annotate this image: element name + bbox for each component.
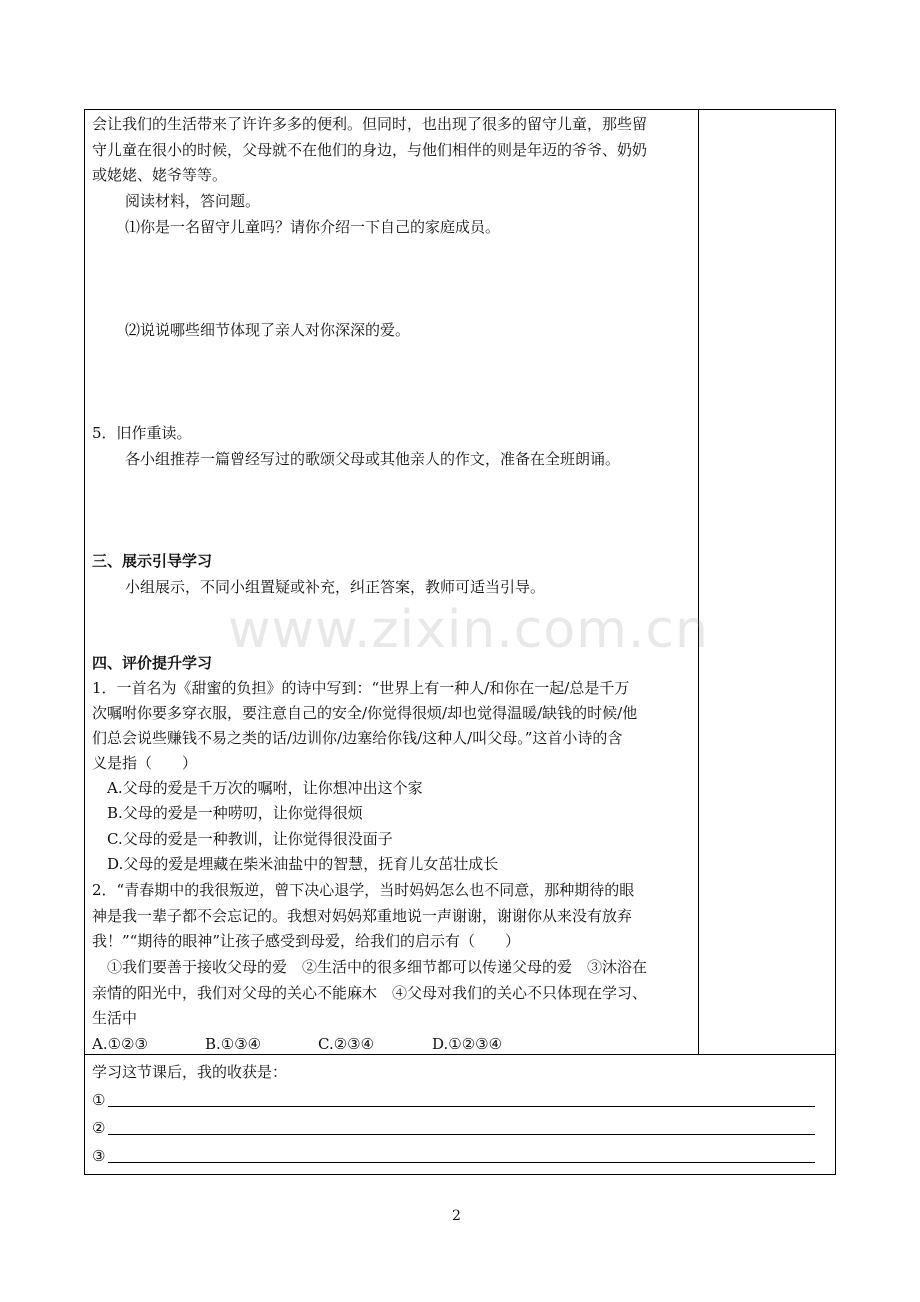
section3-body: 小组展示，不同小组置疑或补充，纠正答案，教师可适当引导。 (125, 578, 546, 596)
q2-statement-2: 亲情的阳光中，我们对父母的关心不能麻木 ④父母对我们的关心不只体现在学习、 (92, 984, 648, 1002)
q1-option-c: C.父母的爱是一种教训，让你觉得很没面子 (107, 830, 393, 848)
page-number: 2 (452, 1208, 461, 1224)
q1-line-4: 义是指（ ） (92, 754, 198, 772)
reflection-label-2: ② (92, 1119, 106, 1137)
q1-option-d: D.父母的爱是埋藏在柴米油盐中的智慧，抚育儿女茁壮成长 (107, 855, 499, 873)
column-divider (698, 110, 699, 1054)
reflection-blank-1[interactable] (108, 1106, 815, 1107)
row-divider (85, 1054, 835, 1055)
q2-statement-3: 生活中 (92, 1009, 138, 1027)
reflection-label-3: ③ (92, 1147, 106, 1165)
q1-line-3: 们总会说些赚钱不易之类的话/边训你/边塞给你钱/这种人/叫父母。”这首小诗的含 (92, 729, 623, 747)
section4-heading: 四、评价提升学习 (92, 654, 213, 672)
reflection-label-1: ① (92, 1091, 106, 1109)
q2-line-2: 神是我一辈子都不会忘记的。我想对妈妈郑重地说一声谢谢，谢谢你从来没有放弃 (92, 907, 633, 925)
intro-line-2: 守儿童在很小的时候，父母就不在他们的身边，与他们相伴的则是年迈的爷爷、奶奶 (92, 141, 648, 159)
watermark: www.zixin.com.cn (228, 600, 709, 660)
q2-option-a: A.①②③ (92, 1035, 148, 1053)
q1-line-2: 次嘱咐你要多穿衣服，要注意自己的安全/你觉得很烦/却也觉得温暖/缺钱的时候/他 (92, 704, 638, 722)
question-1: ⑴你是一名留守儿童吗？请你介绍一下自己的家庭成员。 (125, 218, 501, 236)
q1-line-1: 1．一首名为《甜蜜的负担》的诗中写到：“世界上有一种人/和你在一起/总是千万 (92, 679, 630, 697)
intro-line-3: 或姥姥、姥爷等等。 (92, 166, 228, 184)
item5-body: 各小组推荐一篇曾经写过的歌颂父母或其他亲人的作文，准备在全班朗诵。 (125, 450, 621, 468)
q1-option-a: A.父母的爱是千万次的嘱咐，让你想冲出这个家 (107, 779, 423, 797)
section3-heading: 三、展示引导学习 (92, 552, 213, 570)
q2-option-b: B.①③④ (205, 1035, 262, 1053)
reflection-prompt: 学习这节课后，我的收获是： (92, 1063, 288, 1081)
question-2: ⑵说说哪些细节体现了亲人对你深深的爱。 (125, 321, 411, 339)
reflection-blank-3[interactable] (108, 1162, 815, 1163)
intro-line-1: 会让我们的生活带来了许许多多的便利。但同时，也出现了很多的留守儿童，那些留 (92, 115, 648, 133)
q2-line-1: 2．“青春期中的我很叛逆，曾下决心退学，当时妈妈怎么也不同意，那种期待的眼 (92, 881, 635, 899)
q2-option-d: D.①②③④ (432, 1035, 503, 1053)
item5-title: 5．旧作重读。 (92, 424, 192, 442)
q1-option-b: B.父母的爱是一种唠叨，让你觉得很烦 (107, 804, 363, 822)
q2-statement-1: ①我们要善于接收父母的爱 ②生活中的很多细节都可以传递父母的爱 ③沐浴在 (107, 958, 648, 976)
reflection-blank-2[interactable] (108, 1134, 815, 1135)
q2-option-c: C.②③④ (318, 1035, 375, 1053)
q2-line-3: 我！”“期待的眼神”让孩子感受到母爱，给我们的启示有（ ） (92, 932, 521, 950)
instruction: 阅读材料，答问题。 (125, 192, 261, 210)
